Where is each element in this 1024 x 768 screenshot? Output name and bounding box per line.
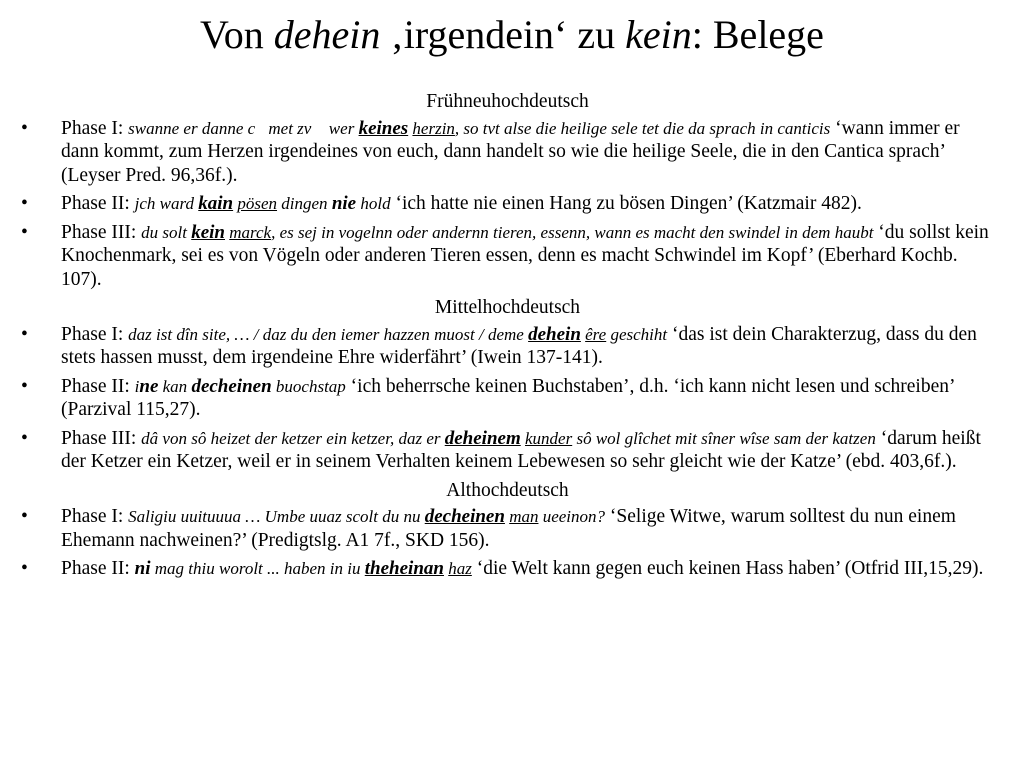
evidence-item [20,427,995,474]
translation-text: Phase III: [61,221,142,243]
section-heading: Mittelhochdeutsch [434,297,581,318]
bullet-icon: • [21,323,28,345]
translation-text: ‘Selige Witwe, warum solltest du nun einem Ehemann nachweinen?’ (Predigtslg. A1 7f., SKD 156). [61,506,956,551]
keyword: nie [331,193,357,214]
quote-text: dingen [277,194,332,213]
section [20,90,995,291]
quote-text: , so tvt alse die heilige sele tet die da sprach in canticis [454,118,831,138]
keyword: kain [198,193,234,214]
keyword: deheinem [444,427,521,449]
translation-text: ‘darum heißt der Ketzer ein Ketzer, weil er in seinem Verhalten keinem Lebewesen so sehr gleicht wie der Katze’ (ebd. 403,6f.). [61,427,981,472]
evidence-list [20,117,995,292]
translation-text: Phase I: [61,117,129,139]
title-word-dehein: dehein [273,12,381,57]
bullet-icon: • [21,427,28,449]
quote-text: i [134,376,140,396]
evidence-item [20,505,995,552]
translation-text: ‘du sollst kein Knochenmark, sei es von Vögeln oder anderen Tieren essen, denn es macht Schwindel im Kopf’ (Eberhard Kochb. 107). [61,221,989,290]
keyword: kein [191,221,225,243]
evidence-list [20,505,995,581]
quote-text: daz ist dîn site, … / daz du den iemer hazzen muost / deme [128,324,529,344]
title-text-2: ‚irgendein‘ zu [380,12,626,57]
quote-noun: pösen [237,194,278,213]
section-heading: Althochdeutsch [446,479,569,501]
translation-text: Phase I: [61,323,129,345]
quote-noun: haz [448,559,472,578]
quote-text: hold [356,194,391,213]
keyword: ni [134,558,151,579]
title-text-1: Von [200,12,274,57]
bullet-icon: • [21,221,28,243]
translation-text: ‘ich beherrsche keinen Buchstaben’, d.h. ‘ich kann nicht lesen und schreiben’ (Parzival 115,27). [61,375,955,420]
translation-text: Phase I: [61,506,129,527]
quote-text: sô wol glîchet mit sîner wîse sam der katzen [572,428,876,448]
bullet-icon: • [21,117,28,139]
title-word-kein: kein [625,12,692,57]
translation-text: ‘wann immer er dann kommt, zum Herzen irgendeines von euch, dann handelt so wie die heilige Seele, die in den Cantica sprach’ (Leyser Pred. 96,36f.). [61,117,960,186]
translation-text: Phase II: [61,558,135,579]
keyword: decheinen [191,375,272,397]
translation-text: ‘das ist dein Charakterzug, dass du den stets hassen musst, dem irgendeine Ehre widerfährt’ (Iwein 137-141). [61,323,977,368]
section [20,479,995,581]
quote-noun: man [509,507,539,526]
evidence-item [20,323,995,370]
quote-noun: marck [229,222,272,242]
keyword: dehein [528,323,581,345]
translation-text: Phase III: [61,427,142,449]
quote-noun: herzin [412,118,455,138]
evidence-item [20,221,995,292]
quote-noun: kunder [524,428,573,448]
evidence-item [20,117,995,188]
evidence-list [20,323,995,474]
quote-text: jch ward [134,194,199,213]
slide-title [0,12,1024,58]
translation-text: ‘ich hatte nie einen Hang zu bösen Dingen’ (Katzmair 482). [390,193,862,214]
translation-text: Phase II: [61,375,135,397]
evidence-item [20,557,995,581]
quote-text: buochstap [271,376,346,396]
translation-text: ‘die Welt kann gegen euch keinen Hass haben’ (Otfrid III,15,29). [471,558,984,579]
quote-text: mag thiu worolt ... haben in iu [150,559,365,578]
section [20,296,995,474]
quote-text: kan [158,376,192,396]
translation-text: Phase II: [61,193,135,214]
keyword: ne [139,375,159,397]
bullet-icon: • [21,375,28,397]
quote-text: Saligiu uuituuua … Umbe uuaz scolt du nu [128,507,425,526]
quote-text: dâ von sô heizet der ketzer ein ketzer, daz er [141,428,445,448]
section-heading: Frühneuhochdeutsch [426,91,589,112]
bullet-icon: • [21,558,28,579]
slide-body [20,90,995,586]
quote-text: du solt [141,222,192,242]
title-text-3: : Belege [691,12,824,57]
bullet-icon: • [21,193,28,214]
evidence-item [20,375,995,422]
quote-text: geschiht [606,324,668,344]
quote-text: swanne er danne c met zv  wer [128,118,359,138]
quote-noun: êre [585,324,607,344]
quote-text: ueeinon? [538,507,606,526]
keyword: keines [358,117,409,139]
keyword: decheinen [424,506,505,527]
keyword: theheinan [364,558,444,579]
evidence-item [20,192,995,216]
quote-text: , es sej in vogelnn oder andernn tieren, essenn, wann es macht den swindel in dem haubt [271,222,874,242]
bullet-icon: • [21,506,28,527]
